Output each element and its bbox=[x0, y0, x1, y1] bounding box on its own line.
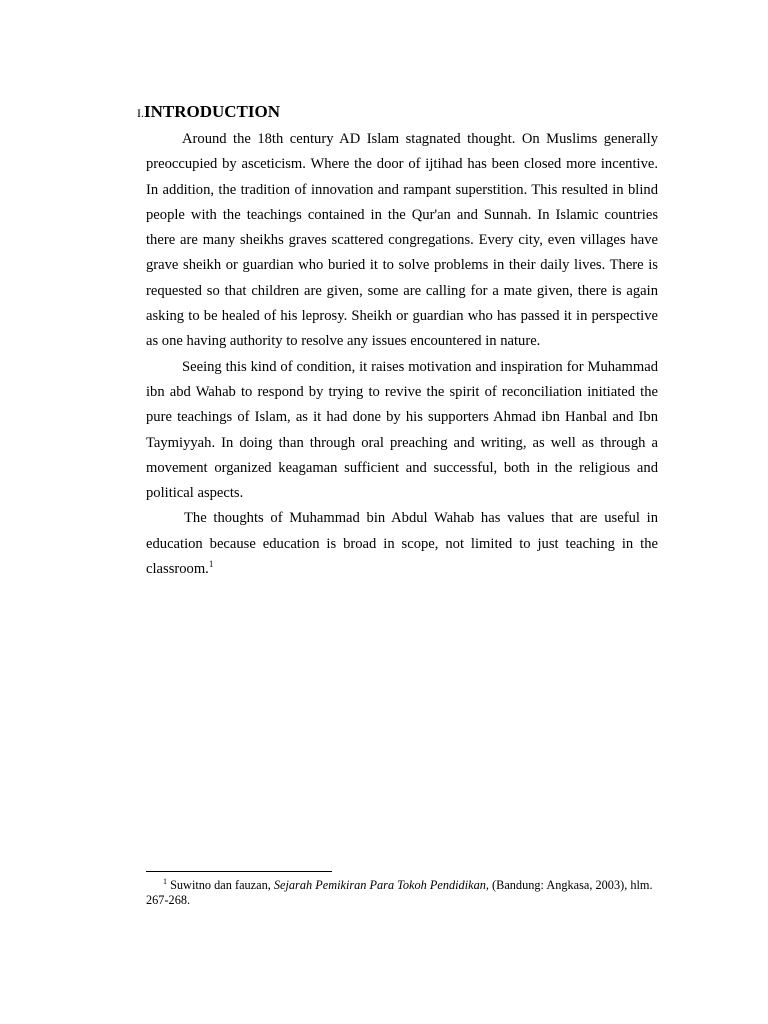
paragraph: Seeing this kind of condition, it raises motivation and inspiration for Muhammad ibn abd Wahab to respond by trying to revive the spirit of reconciliation initiated the pure teachings of Islam, as it had done by his supporters Ahmad ibn Hanbal and Ibn Taymiyyah. In doing than through oral preaching and writing, as well as through a movement organized keagaman sufficient and successful, both in the religious and political aspects. bbox=[146, 358, 658, 502]
section-heading bbox=[137, 102, 280, 122]
footnote-book-title: Sejarah Pemikiran Para Tokoh Pendidikan, bbox=[273, 878, 489, 892]
footnote-publication: (Bandung: Angkasa, 2003), hlm. 267-268. bbox=[146, 878, 653, 907]
footnote-reference[interactable]: 1 bbox=[208, 559, 214, 570]
paragraph: Around the 18th century AD Islam stagnated thought. On Muslims generally preoccupied by asceticism. Where the door of ijtihad has been closed more incentive. In addition, the tradition of innovation and rampant superstition. This resulted in blind people with the teachings contained in the Qur'an and Sunnah. In Islamic countries there are many sheikhs graves scattered congregations. Every city, even villages have grave sheikh or guardian who buried it to solve problems in their daily lives. There is requested so that children are given, some are calling for a mate given, there is again asking to be healed of his leprosy. Sheikh or guardian who has passed it in perspective as one having authority to resolve any issues encountered in nature. bbox=[146, 131, 658, 350]
footnote bbox=[146, 878, 658, 907]
footnote-marker: 1 bbox=[163, 876, 167, 886]
footnote-authors: Suwitno dan fauzan, bbox=[167, 878, 274, 892]
body-text bbox=[146, 127, 658, 582]
footnote-separator bbox=[146, 871, 332, 872]
section-title: INTRODUCTION bbox=[144, 102, 281, 121]
section-number: I. bbox=[137, 106, 144, 120]
paragraph-with-footnote bbox=[146, 506, 658, 582]
paragraph-text: The thoughts of Muhammad bin Abdul Wahab has values that are useful in education because education is broad in scope, not limited to just teaching in the classroom. bbox=[146, 510, 658, 578]
